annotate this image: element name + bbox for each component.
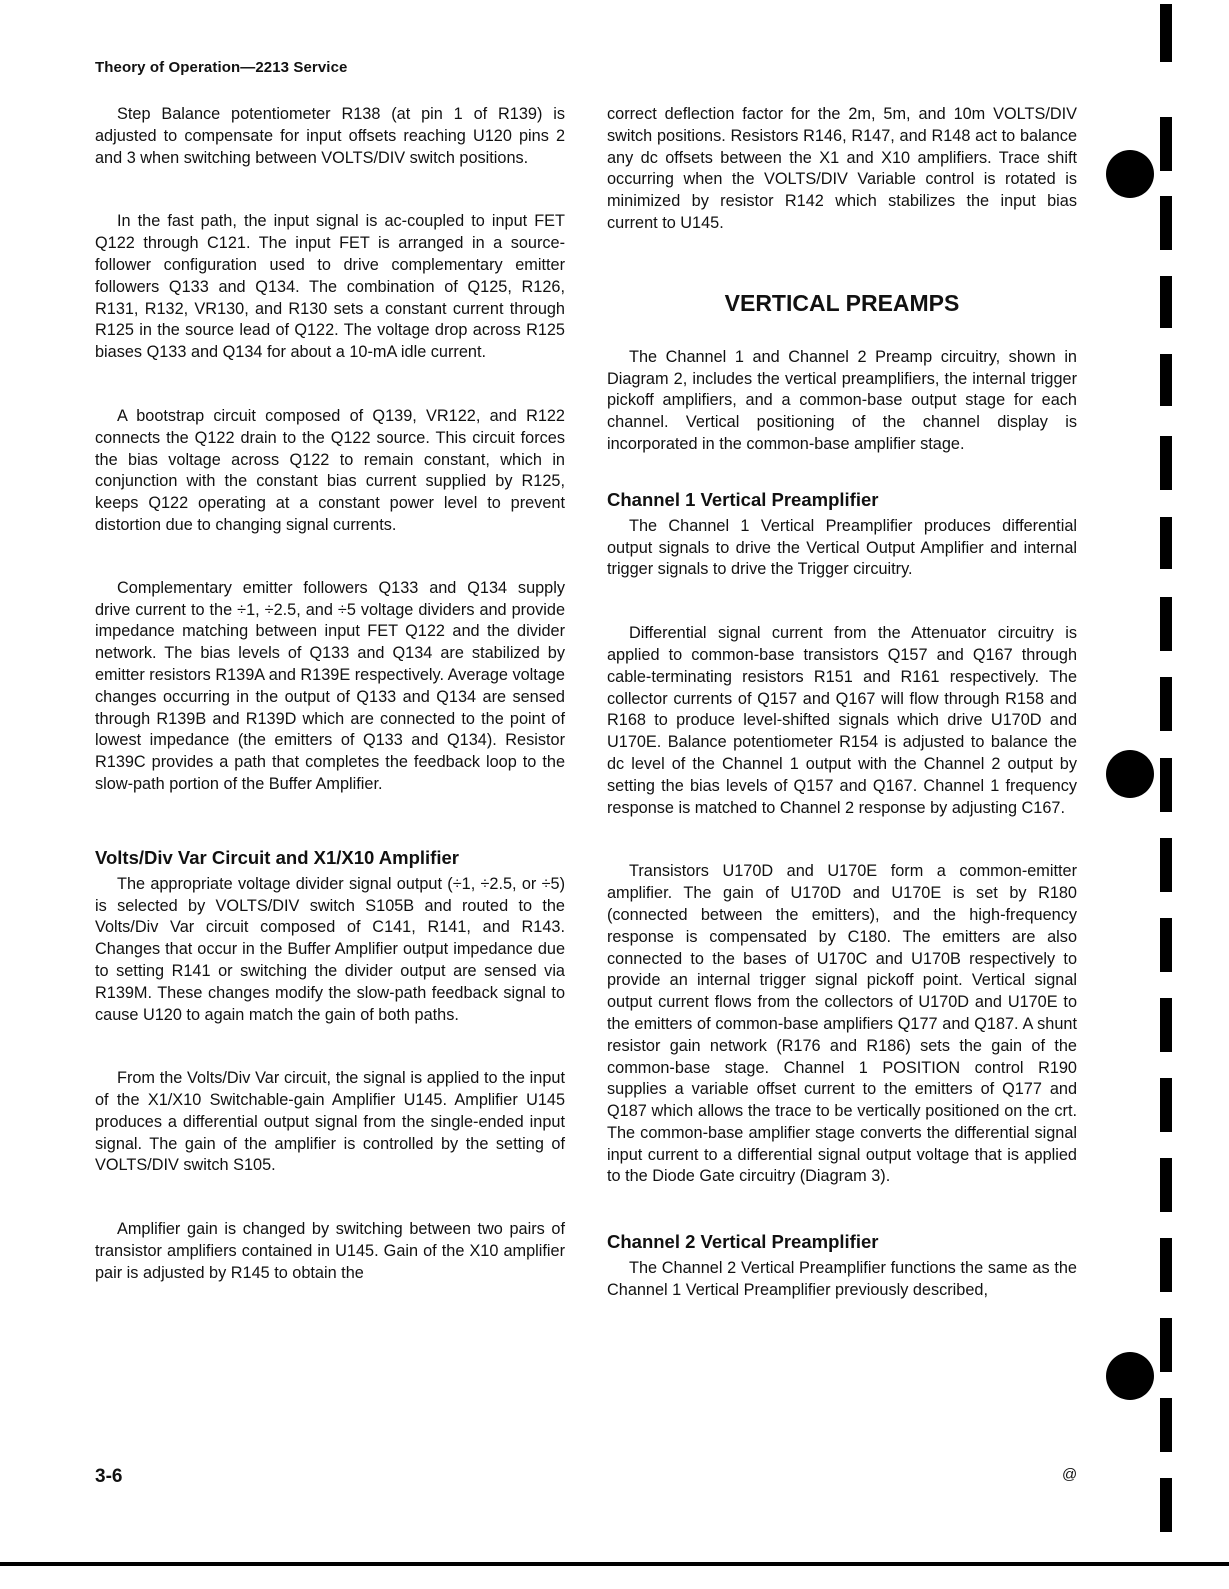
- paragraph-common-emitter: Transistors U170D and U170E form a common-emitter amplifier. The gain of U170D and U170E is set by R180 (connected between the emitters), and the high-frequency response is compensated by C180. The emitters are also connected to the bases of U170C and U170B respectively to provide an internal trigger signal pickoff point. Vertical signal output current flows from the collectors of U170D and U170E to the emitters of common-base amplifiers Q177 and Q187. A shunt resistor gain network (R176 and R186) sets the gain of the common-base stage. Channel 1 POSITION control R190 supplies a variable offset current to the emitters of Q177 and Q187 which allows the trace to be vertically positioned on the crt. The common-base amplifier stage converts the differential signal input current to a differential signal output voltage that is applied to the Diode Gate circuitry (Diagram 3).: [607, 862, 1077, 1186]
- paragraph-bootstrap: A bootstrap circuit composed of Q139, VR122, and R122 connects the Q122 drain to the Q122 source. This circuit forces the bias voltage across Q122 to remain constant, which in conjunction with the constant bias current supplied by R125, keeps Q122 operating at a constant power level to prevent distortion due to changing signal currents.: [95, 406, 565, 534]
- edge-mark: [1160, 436, 1172, 490]
- paragraph-divider-output: The appropriate voltage divider signal output (÷1, ÷2.5, or ÷5) is selected by VOLTS/DIV switch S105B and routed to the Volts/Div Var circuit composed of C141, R141, and R143. Changes that occur in the Buffer Amplifier output impedance due to setting R141 or switching the divider output are sensed via R139M. These changes modify the slow-path feedback signal to cause U120 to again match the gain of both paths.: [95, 874, 565, 1024]
- edge-mark: [1160, 354, 1172, 406]
- paragraph-emitter-followers: Complementary emitter followers Q133 and Q134 supply drive current to the ÷1, ÷2.5, and ÷5 voltage dividers and provide impedance matching between input FET Q122 and the divider network. The bias levels of Q133 and Q134 are stabilized by emitter resistors R139A and R139E respectively. Average voltage changes occurring in the output of Q133 and Q134 are sensed through R139B and R139D which are connected to the point of lowest impedance (the emitters of Q133 and Q134). Resistor R139C provides a path that completes the feedback loop to the slow-path portion of the Buffer Amplifier.: [95, 578, 565, 793]
- page-number: 3-6: [95, 1466, 123, 1487]
- edge-mark: [1160, 117, 1172, 171]
- paragraph-ch2-overview: The Channel 2 Vertical Preamplifier functions the same as the Channel 1 Vertical Preamplifier previously described,: [607, 1259, 1077, 1300]
- paragraph-differential-current: Differential signal current from the Attenuator circuitry is applied to common-base transistors Q157 and Q167 through cable-terminating resistors R151 and R161 respectively. The collector currents of Q157 and Q167 will flow through R158 and R168 to produce level-shifted signals which drive U170D and U170E. Balance potentiometer R154 is adjusted to balance the dc level of the Channel 1 output with the Channel 2 output by setting the bias levels of Q157 and Q167. Channel 1 frequency response is matched to Channel 2 response by adjusting C167.: [607, 624, 1077, 817]
- paragraph-deflection-factor: correct deflection factor for the 2m, 5m, and 10m VOLTS/DIV switch positions. Resistors R146, R147, and R148 act to balance any dc offsets between the X1 and X10 amplifiers. Trace shift occurring when the VOLTS/DIV Variable control is rotated is minimized by resistor R142 which stabilizes the input bias current to U145.: [607, 105, 1077, 232]
- edge-mark: [1160, 838, 1172, 892]
- edge-mark: [1160, 517, 1172, 569]
- edge-mark: [1160, 1398, 1172, 1452]
- edge-mark: [1160, 677, 1172, 731]
- heading-volts-div-var: Volts/Div Var Circuit and X1/X10 Amplifier: [95, 846, 459, 868]
- edge-mark: [1160, 1238, 1172, 1292]
- paragraph-fast-path: In the fast path, the input signal is ac-coupled to input FET Q122 through C121. The input FET is arranged in a source-follower configuration used to drive complementary emitter followers Q133 and Q134. The combination of Q125, R126, R131, R132, VR130, and R130 sets a constant current through R125 in the source lead of Q122. The voltage drop across R125 biases Q133 and Q134 for about a 10-mA idle current.: [95, 212, 565, 362]
- right-column: [607, 104, 1077, 1302]
- edge-mark: [1160, 998, 1172, 1052]
- paragraph-x1-x10: From the Volts/Div Var circuit, the signal is applied to the input of the X1/X10 Switchable-gain Amplifier U145. Amplifier U145 produces a differential output signal from the single-ended input signal. The gain of the amplifier is controlled by the setting of VOLTS/DIV switch S105.: [95, 1069, 565, 1175]
- edge-mark: [1160, 1078, 1172, 1132]
- punch-hole-mark: [1106, 150, 1154, 198]
- heading-channel-2: Channel 2 Vertical Preamplifier: [607, 1231, 879, 1253]
- footer-mark: @: [1062, 1466, 1078, 1483]
- edge-mark: [1160, 276, 1172, 328]
- edge-mark: [1160, 758, 1172, 812]
- edge-mark: [1160, 918, 1172, 972]
- punch-hole-mark: [1106, 1352, 1154, 1400]
- edge-mark: [1160, 1318, 1172, 1372]
- paragraph-step-balance: Step Balance potentiometer R138 (at pin 1 of R139) is adjusted to compensate for input offsets reaching U120 pins 2 and 3 when switching between VOLTS/DIV switch positions.: [95, 105, 565, 167]
- edge-mark: [1160, 1158, 1172, 1212]
- running-header: Theory of Operation—2213 Service: [95, 59, 348, 76]
- punch-hole-mark: [1106, 750, 1154, 798]
- edge-mark: [1160, 4, 1172, 62]
- left-column: [95, 104, 565, 1285]
- section-title-vertical-preamps: VERTICAL PREAMPS: [724, 289, 960, 316]
- bottom-rule: [0, 1562, 1229, 1566]
- paragraph-ch1-overview: The Channel 1 Vertical Preamplifier produces differential output signals to drive the Vertical Output Amplifier and internal trigger signals to drive the Trigger circuitry.: [607, 516, 1077, 579]
- edge-mark: [1160, 1478, 1172, 1532]
- edge-mark: [1160, 597, 1172, 651]
- paragraph-preamp-circuitry: The Channel 1 and Channel 2 Preamp circuitry, shown in Diagram 2, includes the vertical preamplifiers, the internal trigger pickoff amplifiers, and a common-base output stage for each channel. Vertical positioning of the channel display is incorporated in the common-base amplifier stage.: [607, 347, 1077, 453]
- paragraph-amplifier-gain: Amplifier gain is changed by switching between two pairs of transistor amplifiers contained in U145. Gain of the X10 amplifier pair is adjusted by R145 to obtain the: [95, 1220, 565, 1282]
- heading-channel-1: Channel 1 Vertical Preamplifier: [607, 488, 879, 510]
- edge-mark: [1160, 196, 1172, 250]
